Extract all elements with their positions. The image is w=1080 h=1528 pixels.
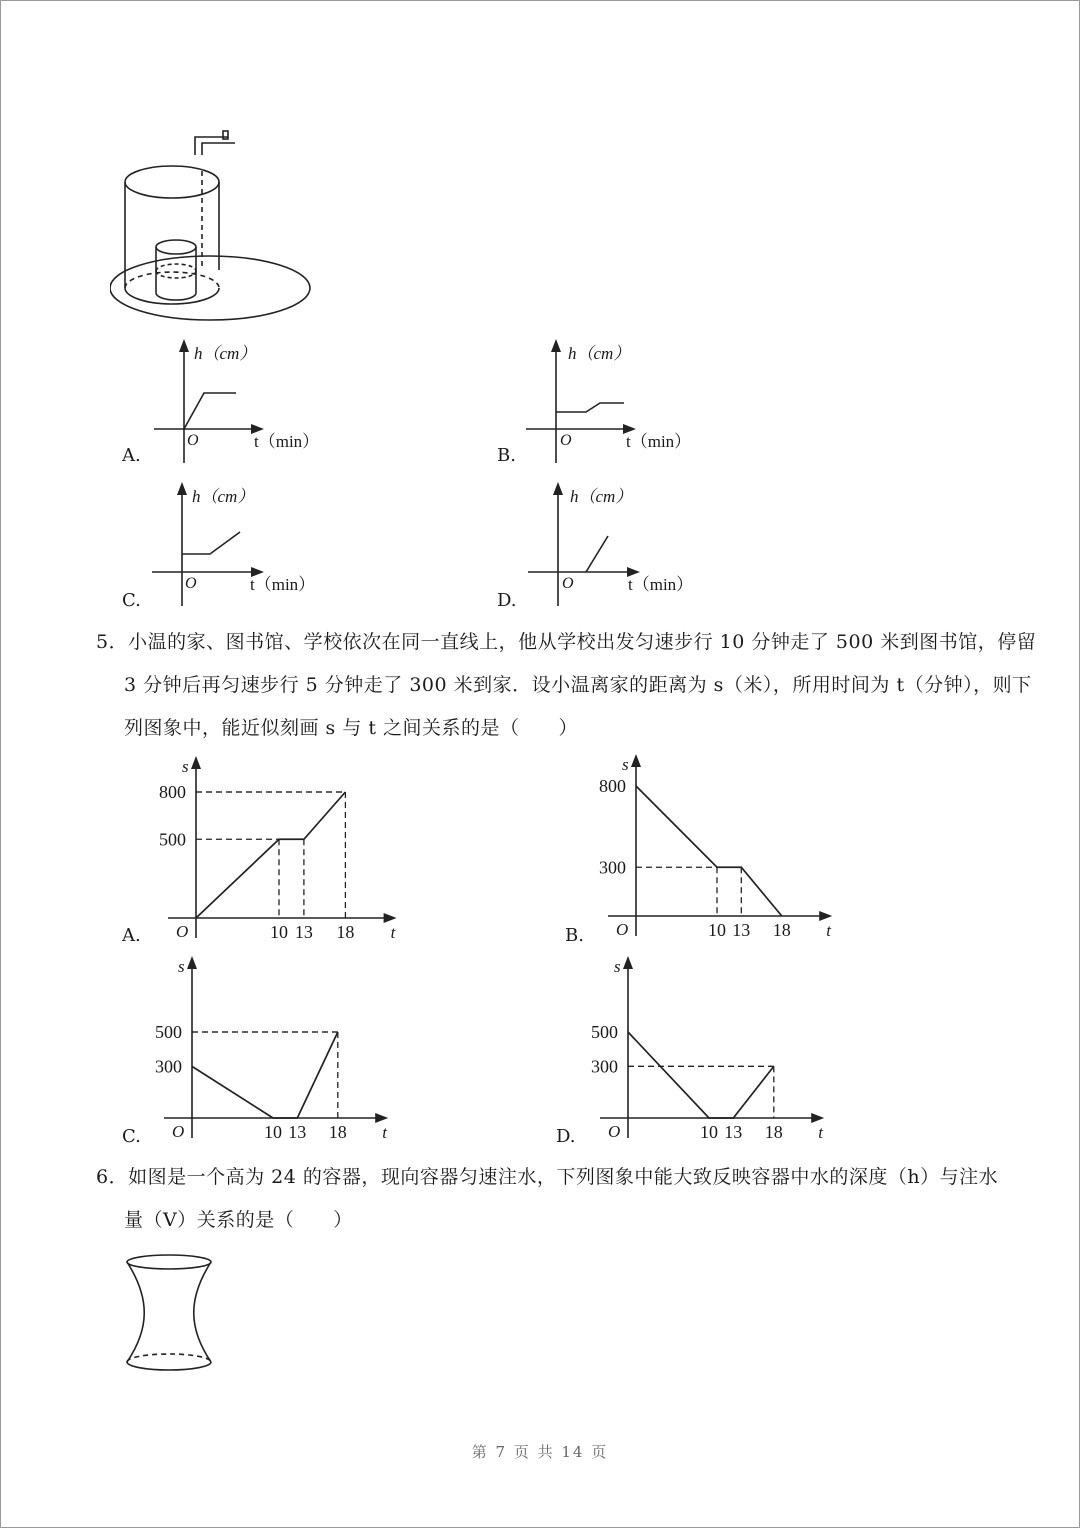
y-axis-label: h（cm）: [570, 487, 633, 506]
x-axis-label: t（min）: [626, 432, 692, 451]
x-axis-label: t（min）: [628, 575, 694, 594]
x-axis-label: t（min）: [250, 575, 316, 594]
q6-text-line-1: 6．如图是一个高为 24 的容器，现向容器匀速注水，下列图象中能大致反映容器中水的深度（h）与注水: [96, 1166, 999, 1188]
y-axis-arrow: [623, 956, 633, 969]
origin-label: O: [185, 575, 197, 592]
y-axis-arrow: [187, 956, 197, 969]
origin-label: O: [176, 922, 189, 941]
y-axis-label: h（cm）: [194, 344, 257, 363]
page-footer: 第 7 页 共 14 页: [471, 1443, 609, 1461]
x-tick-label: 10: [708, 920, 726, 940]
q4-graph-d: [524, 478, 724, 608]
y-axis-label: h（cm）: [192, 487, 255, 506]
y-tick-label: 300: [155, 1056, 182, 1077]
q5-chart-a: [150, 752, 400, 952]
q5-option-c[interactable]: C.: [122, 1126, 141, 1147]
series-line: [196, 792, 345, 918]
q5-option-d[interactable]: D.: [556, 1126, 576, 1147]
y-tick-label: 300: [599, 857, 626, 878]
series-line: [628, 1032, 774, 1118]
q5-chart-d: [582, 952, 832, 1152]
q4-graph-c: [148, 478, 348, 608]
origin-label: O: [562, 575, 574, 592]
y-axis-label: s: [622, 755, 629, 774]
y-axis-label: s: [614, 957, 621, 976]
x-axis-label: t（min）: [254, 432, 320, 451]
y-axis-arrow: [191, 756, 201, 769]
q6-text-line-2: 量（V）关系的是（ ）: [124, 1209, 353, 1231]
x-axis-label: t: [390, 923, 396, 942]
q5-text-line-3: 列图象中，能近似刻画 s 与 t 之间关系的是（ ）: [124, 717, 579, 739]
x-tick-label: 10: [264, 1122, 282, 1142]
y-tick-label: 800: [599, 776, 626, 796]
series-line: [636, 786, 782, 916]
q5-text-line-1: 5．小温的家、图书馆、学校依次在同一直线上，他从学校出发匀速步行 10 分钟走了 500 米到图书馆，停留: [96, 631, 1037, 653]
origin-label: O: [560, 432, 572, 449]
q4-graph-b: [522, 335, 722, 465]
x-tick-label: 10: [700, 1122, 718, 1142]
y-tick-label: 300: [591, 1056, 618, 1077]
y-tick-label: 800: [159, 782, 186, 802]
q4-option-c[interactable]: C.: [122, 590, 141, 611]
origin-label: O: [187, 432, 199, 449]
q4-option-d[interactable]: D.: [497, 590, 517, 611]
y-axis-label: s: [178, 957, 185, 976]
vessel-figure: [120, 1248, 220, 1378]
q4-option-b[interactable]: B.: [497, 445, 516, 466]
container-figure: [110, 125, 330, 330]
x-axis-label: t: [826, 921, 831, 940]
q5-chart-b: [590, 750, 840, 950]
x-tick-label: 10: [270, 922, 288, 942]
x-tick-label: 18: [764, 1122, 783, 1142]
x-axis-arrow: [384, 913, 397, 923]
origin-label: O: [608, 1122, 621, 1141]
q5-option-b[interactable]: B.: [565, 925, 584, 946]
y-axis-label: s: [182, 757, 189, 776]
y-axis-arrow: [631, 754, 641, 767]
origin-label: O: [172, 1122, 185, 1141]
x-tick-label: 18: [336, 922, 355, 942]
x-tick-label: 13: [288, 1122, 307, 1142]
q5-chart-c: [146, 952, 396, 1152]
x-tick-label: 18: [328, 1122, 347, 1142]
q4-option-a[interactable]: A.: [122, 445, 141, 466]
y-tick-label: 500: [155, 1022, 182, 1042]
x-axis-arrow: [375, 1113, 388, 1123]
y-axis-label: h（cm）: [568, 344, 631, 363]
x-axis-label: t: [382, 1123, 387, 1142]
x-tick-label: 18: [772, 920, 791, 940]
q5-text-line-2: 3 分钟后再匀速步行 5 分钟走了 300 米到家．设小温离家的距离为 s（米），所用时间为 t（分钟），则下: [124, 674, 1032, 696]
x-axis-label: t: [818, 1123, 823, 1142]
y-tick-label: 500: [591, 1022, 618, 1042]
origin-label: O: [616, 920, 629, 939]
x-tick-label: 13: [732, 920, 751, 940]
series-line: [192, 1032, 338, 1118]
q5-option-a[interactable]: A.: [122, 925, 141, 946]
y-tick-label: 500: [159, 829, 186, 850]
x-tick-label: 13: [724, 1122, 743, 1142]
q4-graph-a: [150, 335, 350, 465]
x-axis-arrow: [811, 1113, 824, 1123]
x-tick-label: 13: [294, 922, 313, 942]
x-axis-arrow: [819, 911, 832, 921]
